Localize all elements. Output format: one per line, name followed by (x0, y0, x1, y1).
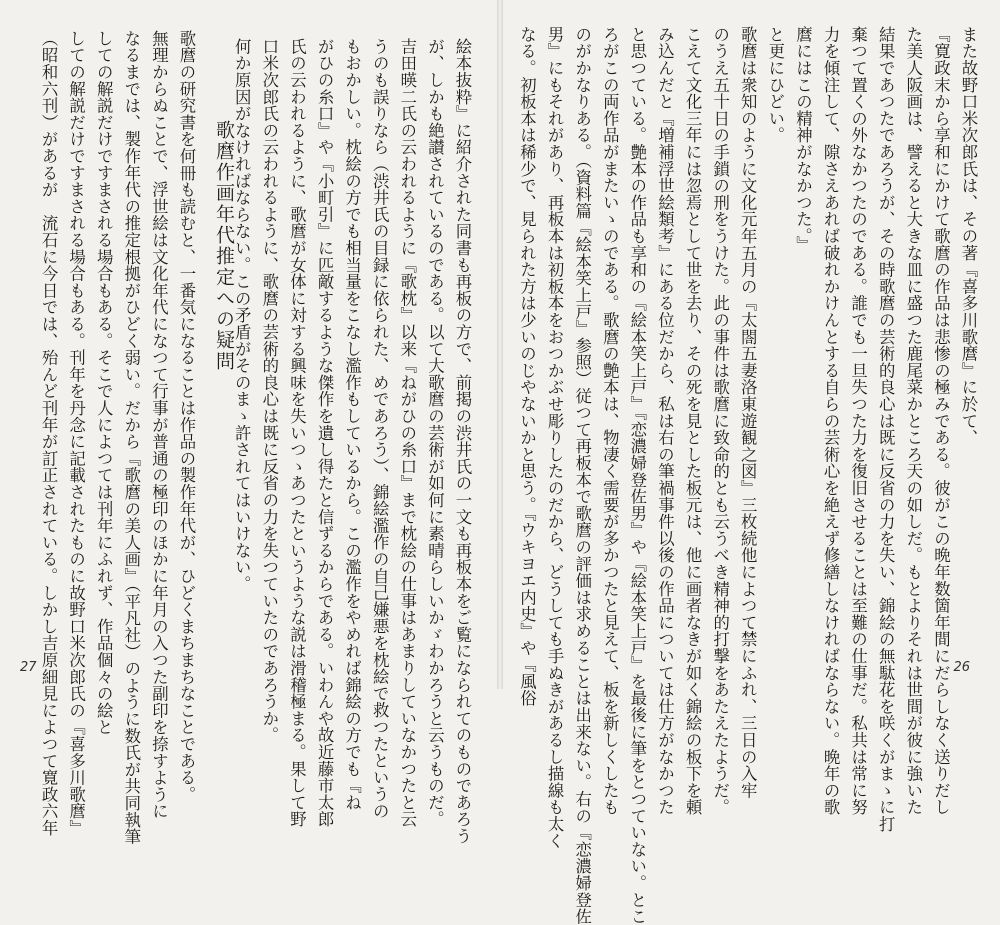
left-page-lower-text: 歌麿の研究書を何冊も読むと、一番気になることは作品の製作年代が、ひどくまちまちなことである。 無理からぬことで、浮世絵は文化年代になつて行事が普通の極印のほかに年月の入つた副印を捺すように なるまでは、製作年代の推定根拠がひどく弱い。だから『歌麿の美人画』（平凡社）のように数氏が共同執筆 しての解説だけですまされる場合もある。そこで人によつては刊年にふれず、作品個々の絵と しての解説だけですまされる場合もある。刊年を丹念に記載されたものに故野口米次郎氏の『喜多川歌麿』 （昭和六刊）があるが 流石に今日では、殆んど刊年が訂正されている。しかし吉原細見によつて寛政六年 (39, 30, 196, 845)
right-page (500, 0, 1000, 925)
left-page-upper-text: 絵本抜粋』に紹介された同書も再板の方で、前掲の渋井氏の一文も再板本をご覧になられてのものであろう が、しかも絶讃されているのである。以て大歌麿の芸術が如何に素晴らしいかゞわかろうと云うものだ。 吉田暎二氏の云われるように『歌枕』以来『ねがひの糸口』まで枕絵の仕事はあまりしていなかつたと云 うのも誤りなら（渋井氏の目録に依られた、めであろう）、錦絵濫作の自己嫌悪を枕絵で救つたというの もおかしい。枕絵の方でも相当量をこなし濫作もしているから。この濫作をやめれば錦絵の方でも『ね がひの糸口』や『小町引』に匹敵するような傑作を遺し得たと信ずるからである。いわんや故近藤市太郎 氏の云われるように、歌麿が女体に対する興味を失いつゝあつたというような説は滑稽極まる。果して野 口米次郎氏の云われるように、歌麿の芸術的良心は既に反省の力を失つていたのであろうか。 何か原因がなければならない。この矛盾がそのまゝ許されてはいけない。 (232, 38, 472, 845)
left-page (0, 0, 500, 845)
page-number-left: 27 (20, 660, 37, 675)
right-page-text: また故野口米次郎氏は、その著『喜多川歌麿』に於て、 『寛政末から享和にかけて歌麿の作品は悲惨の極みである。彼がこの晩年数箇年間にだらしなく送りだし た美人阪画は、譬えると大きな皿に盛つた鹿尾菜かところ天の如しだ。もとよりそれは世間が彼に強いた 結果であつたであろうが、その時歌麿の芸術的良心は既に反省の力を失い、錦絵の無駄花を咲くがまゝに打 棄つて置くの外なかつたのである。誰でも一旦失つた力を復旧させることは至難の仕事だ。私共は常に努 力を傾注して、隙さえあれば破れかけんとする自らの芸術心を絶えず修繕しなければならない。晩年の歌 麿にはこの精神がなかつた。』 と更にひどい。 歌麿は衆知のように文化元年五月の『太閤五妻洛東遊観之図』三枚続他によつて禁にふれ、三日の入牢 のうえ五十日の手鎖の刑をうけた。此の事件は歌麿に致命的とも云うべき精神的打撃をあたえたようだ。 こえて文化三年には忽焉として世を去り、その死を見とした板元は、他に画者なきが如く錦絵の板下を頼 み込んだと『増補浮世絵類考』にある位だから、私は右の筆禍事件以後の作品については仕方がなかつた と思つている。艶本の作品も享和の『絵本笑上戸』『恋濃婦登佐男』や『絵本笑上戸』を最後に筆をとつていない。とこ ろがこの両作品がまたいゝのである。歌麿の艶本は、物凄く需要が多かつたと見えて、板を新しくしたも のがかなりある。（資料篇『絵本笑上戸』参照）従つて再板本で歌麿の評価は求めることは出来ない。右の『恋濃婦登佐 男』にもそれがあり、再板本は初板本をおつかぶせ彫りしたのだから、どうしても手ぬきがあるし描線も太く なる。初板本は稀少で、見られた方は少いのじやないかと思う。『ウキヨエ内史』や『風俗 (517, 26, 978, 925)
page-number-right: 26 (953, 660, 970, 675)
section-heading: 歌麿作画年代推定への疑問 (213, 120, 235, 372)
